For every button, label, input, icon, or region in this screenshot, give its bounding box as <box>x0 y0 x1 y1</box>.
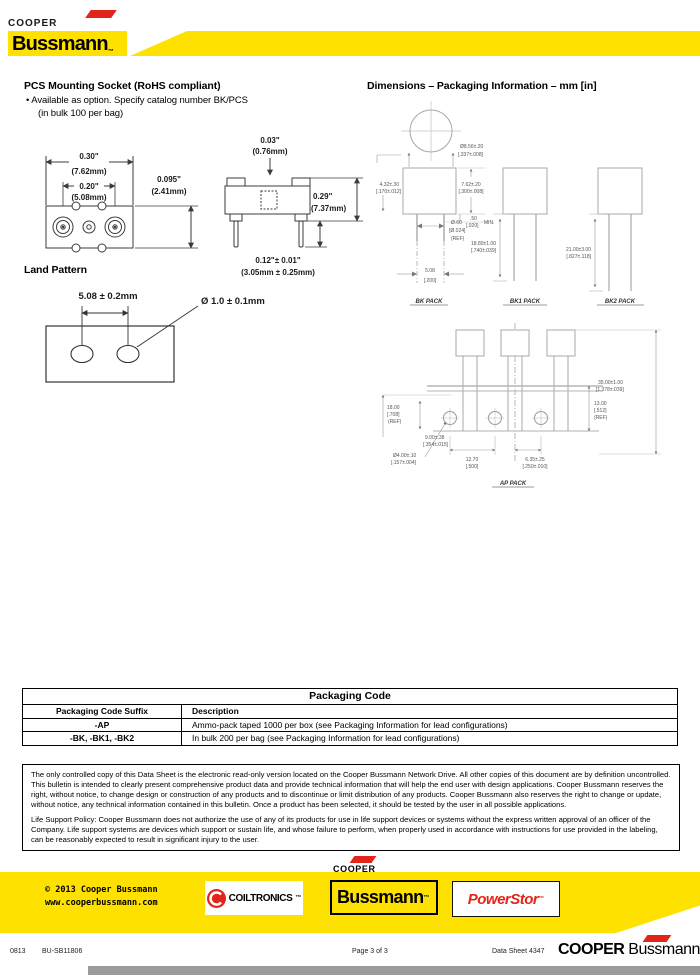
dim-label: [.512] <box>594 408 607 414</box>
dim-label: [.157±.004] <box>391 460 416 466</box>
land-pattern-drawing <box>38 286 340 390</box>
doc-code: 0813 <box>10 948 26 955</box>
dim-label: 0.03" <box>260 136 280 145</box>
doc-number: BU-SB11806 <box>42 948 83 955</box>
cooper-wordmark: COOPER <box>8 18 58 29</box>
packaging-section-title: Dimensions – Packaging Information – mm [in] <box>367 80 597 92</box>
footer-cooper-wordmark: COOPER <box>333 864 376 874</box>
bussmann-wordmark: Bussmann <box>12 33 108 55</box>
cooper-swoosh-icon <box>85 10 117 18</box>
bottom-gray-bar <box>88 966 700 975</box>
bussmann-regular: Bussmann <box>624 941 700 958</box>
description-cell: In bulk 200 per bag (see Packaging Information for lead configurations) <box>192 733 460 743</box>
suffix-cell: -AP <box>23 719 182 732</box>
description-cell: Ammo-pack taped 1000 per box (see Packaging Information for lead configurations) <box>192 719 508 730</box>
dim-label: 0.29" <box>313 192 333 201</box>
dim-label: [Ø.024] <box>449 228 466 234</box>
dim-label: 13.00 <box>594 401 607 407</box>
website-text[interactable]: www.cooperbussmann.com <box>45 898 158 909</box>
dim-label: 35.00±1.00 <box>598 380 623 386</box>
legal-notice-box <box>22 764 680 851</box>
dim-label: Ø4.00±.10 <box>393 453 417 459</box>
dim-label: 0.20" <box>79 182 99 191</box>
coiltronics-c-icon <box>207 889 226 908</box>
socket-section-title: PCS Mounting Socket (RoHS compliant) <box>24 80 221 92</box>
dim-label: MIN. <box>484 220 495 226</box>
dim-label: 4.32±.30 <box>379 182 399 188</box>
table-header-row <box>23 705 677 719</box>
socket-side-view-drawing <box>213 131 371 285</box>
controlled-copy-paragraph: The only controlled copy of this Data Sheet is the electronic read-only version located on the Cooper Bussmann Network Drive. All other copies of this document are by definition uncontrolled. This bulletin is intended to clearly present comprehensive product data and provide technical information that will help the end user with design applications. Cooper Bussmann reserves the right, without notice, to change design or construction of any products and to discontinue or limit distribution of any products. Cooper Bussmann also reserves the right to change or update, without notice, any technical information contained in this bulletin. Once a product has been selected, it should be tested by the user in all possible applications. <box>31 770 671 810</box>
packaging-code-table <box>22 688 678 746</box>
bk-pack-drawing <box>376 101 495 305</box>
dim-label: Ø8.56±.20 <box>460 144 484 150</box>
ap-pack-label: AP PACK <box>499 481 527 487</box>
dim-label: 18.00 <box>387 405 400 411</box>
dim-label: Ø 1.0 ± 0.1mm <box>201 296 265 307</box>
bussmann-logo <box>8 31 127 56</box>
bullet-marker: • <box>26 95 30 106</box>
copyright-text: © 2013 Cooper Bussmann <box>45 885 158 895</box>
yellow-header-band <box>130 31 700 56</box>
dim-label: (7.62mm) <box>71 167 107 176</box>
trademark-symbol: ™ <box>423 894 430 901</box>
dim-label: 5.08 ± 0.2mm <box>78 291 138 302</box>
dim-label: [.200] <box>423 278 437 284</box>
bk1-pack-label: BK1 PACK <box>509 299 541 305</box>
dim-label: [.170±.012] <box>376 189 401 195</box>
bk-pack-label: BK PACK <box>415 299 443 305</box>
page-number: Page 3 of 3 <box>352 948 388 955</box>
dim-label: 0.12"± 0.01" <box>255 256 301 265</box>
dim-label: 6.35±.25 <box>525 457 545 463</box>
dim-label: [.740±.039] <box>471 248 496 254</box>
powerstor-logo <box>452 881 560 917</box>
datasheet-number: Data Sheet 4347 <box>492 948 545 955</box>
dim-label: (REF) <box>388 419 402 425</box>
dim-label: [.708] <box>387 412 400 418</box>
suffix-cell: -BK, -BK1, -BK2 <box>23 732 182 745</box>
dim-label: (7.37mm) <box>311 204 347 213</box>
table-row <box>23 719 677 733</box>
bussmann-wordmark: Bussmann <box>337 887 424 907</box>
powerstor-wordmark: PowerStor <box>467 890 539 908</box>
dim-label: [.250±.010] <box>522 464 548 470</box>
dim-label: (2.41mm) <box>151 187 187 196</box>
dim-label: (REF) <box>451 236 465 242</box>
table-title: Packaging Code <box>23 689 677 705</box>
bk2-pack-label: BK2 PACK <box>604 299 636 305</box>
dim-label: [.500] <box>465 464 479 470</box>
dim-label: 0.30" <box>79 152 99 161</box>
cooper-swoosh-icon <box>350 856 377 863</box>
cooper-bussmann-wordmark <box>558 941 700 959</box>
trademark-symbol: ™ <box>538 896 545 902</box>
dim-label: 9.00±.38 <box>425 435 445 441</box>
packaging-drawings <box>363 93 700 505</box>
socket-bullet <box>26 95 248 106</box>
dim-label: [.827±.118] <box>566 254 591 260</box>
dim-label: [.354±.015] <box>423 442 448 448</box>
dim-label: 18.80±1.00 <box>471 241 496 247</box>
dim-label: 0.095" <box>157 175 181 184</box>
table-header-description: Description <box>192 706 239 716</box>
dim-label: (5.08mm) <box>71 193 107 202</box>
socket-top-view-drawing <box>36 148 208 258</box>
table-row <box>23 732 677 745</box>
life-support-paragraph: Life Support Policy: Cooper Bussmann does not authorize the use of any of its products for use in life support devices or systems without the express written approval of an officer of the Company. Life support systems are devices which support or sustain life, and whose failure to perform, when properly used in accordance with instructions for use provided in the labeling, can be reasonably expected to result in significant injury to the user. <box>31 815 658 845</box>
ap-pack-drawing <box>383 323 661 487</box>
copyright-block <box>45 884 158 910</box>
land-pattern-title: Land Pattern <box>24 264 87 276</box>
trademark-symbol: ™ <box>107 49 114 55</box>
trademark-symbol: ™ <box>295 895 302 901</box>
socket-bullet-line2: (in bulk 100 per bag) <box>38 108 124 119</box>
dim-label: 5.08 <box>425 268 435 274</box>
dim-label: Ø.60 <box>451 220 462 226</box>
coiltronics-wordmark: COILTRONICS <box>228 892 293 904</box>
table-header-suffix: Packaging Code Suffix <box>23 705 182 718</box>
cooper-bold: COOPER <box>558 941 625 958</box>
socket-bullet-text: Available as option. Specify catalog number BK/PCS <box>31 95 248 106</box>
dim-label: .50 <box>470 216 477 222</box>
dim-label: (REF) <box>594 415 608 421</box>
dim-label: 7.62±.20 <box>461 182 481 188</box>
coiltronics-logo <box>205 881 303 915</box>
dim-label: [1.378±.039] <box>596 387 624 393</box>
dim-label: 12.70 <box>465 457 479 463</box>
dim-label: 21.00±3.00 <box>566 247 591 253</box>
bk2-pack-drawing <box>566 168 644 305</box>
dim-label: [.020] <box>466 223 479 229</box>
dim-label: [.300±.008] <box>458 189 484 195</box>
dim-label: (0.76mm) <box>252 147 288 156</box>
footer-bussmann-logo <box>330 880 438 915</box>
dim-label: (3.05mm ± 0.25mm) <box>241 268 315 277</box>
dim-label: [.337±.008] <box>458 152 483 158</box>
